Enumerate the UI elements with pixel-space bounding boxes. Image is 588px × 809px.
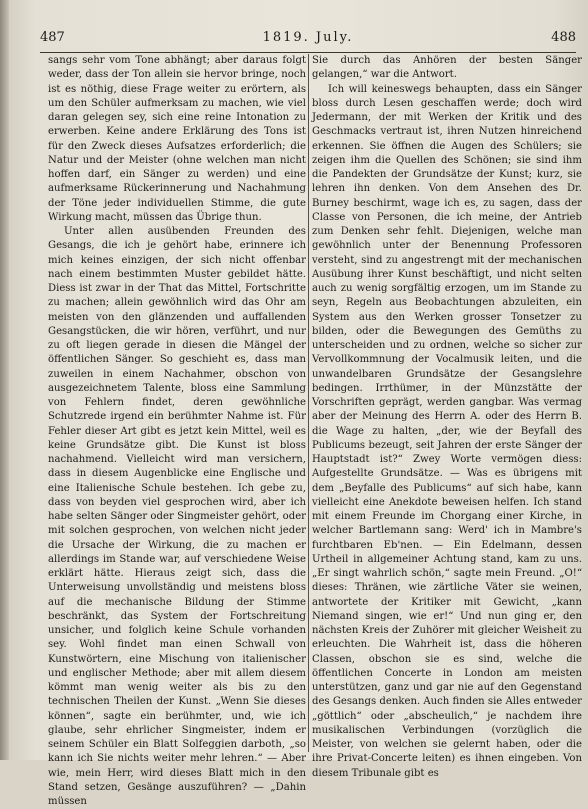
column-divider bbox=[308, 54, 309, 752]
page-number-right: 488 bbox=[551, 30, 576, 45]
text-column-right bbox=[312, 54, 582, 779]
paragraph: Unter allen ausübenden Freunden des Gesangs, die ich je gehört habe, erinnere ich mich keines einzigen, der sich nicht offenbar nach einem bestimmten Muster gebildet hätte. Diess ist zwar in der That das Mittel, Fortschritte zu machen; allein gewöhnlich wird das Ohr am meisten von den glänzenden und auffallenden Gesangstücken, die wir hören, verführt, und nur zu oft liegen gerade in diesen die Mängel der öffentlichen Sänger. So geschieht es, dass man zuweilen in einem Nachahmer, obschon von ausgezeichnetem Talente, bloss eine Sammlung von Fehlern findet, deren gewöhnliche Schutzrede irgend ein berühmter Nahme ist. Für Fehler dieser Art gibt es jetzt kein Mittel, weil es keine Grundsätze gibt. Die Kunst ist bloss nachahmend. Vielleicht wird man versichern, dass in diesem Augenblicke eine Englische und eine Italienische Schule bestehen. Ich gebe zu, dass von beyden viel gesprochen wird, aber ich habe selten Sänger oder Singmeister gehört, oder mit solchen gesprochen, von welchen nicht jeder die Ursache der Wirkung, die zu machen er allerdings im Stande war, auf verschiedene Weise erklärt hätte. Hieraus zeigt sich, dass die Unterweisung unvollständig und meistens bloss auf die mechanische Bildung der Stimme beschränkt, das System der Fortschreitung unsicher, und folglich keine Schule vorhanden sey. Wohl findet man einen Schwall von Kunstwörtern, eine Mischung von italienischer und englischer Methode; aber mit allem diesem kömmt man wenig weiter als bis zu den technischen Theilen der Kunst. „Wenn Sie dieses können“, sagte ein berühmter, und, wie ich glaube, sehr ehrlicher Singmeister, indem er seinem Schüler ein Blatt Solfeggien darboth, „so kann ich Sie nichts weiter mehr lehren.“ — Aber wie, mein Herr, wird dieses Blatt mich in den Stand setzen, Gesänge auszuführen? — „Dahin müssen bbox=[48, 226, 306, 807]
book-spine-shadow bbox=[0, 0, 9, 760]
text-column-left bbox=[48, 54, 306, 807]
page-number-left: 487 bbox=[40, 30, 65, 45]
running-title: 1819. July. bbox=[262, 30, 354, 45]
paragraph: Sie durch das Anhören der besten Sänger gelangen,“ war die Antwort. bbox=[312, 55, 582, 81]
paragraph: sangs sehr vom Tone abhängt; aber daraus folgt weder, dass der Ton allein sie hervor bringe, noch ist es nöthig, diese Frage weiter zu erörtern, als um den Schüler aufmerksam zu machen, wie viel daran gelegen sey, sich eine reine Intonation zu erwerben. Keine andere Erklärung des Tons ist für den Zweck dieses Aufsatzes erforderlich; die Natur und der Meister (ohne welchen man nicht hoffen darf, ein Sänger zu werden) und eine aufmerksame Rückerinnerung und Nachahmung der Töne jeder individuellen Stimme, die gute Wirkung macht, müssen das Übrige thun. bbox=[48, 55, 306, 223]
paragraph: Ich will keineswegs behaupten, dass ein Sänger bloss durch Lesen geschaffen werde; doch wird Jedermann, der mit Werken der Kritik und des Geschmacks vertraut ist, ihren Nutzen hinreichend erkennen. Sie öffnen die Augen des Schülers; sie zeigen ihm die Quellen des Schönen; sie sind ihm die Pandekten der Grundsätze der Kunst; kurz, sie lehren ihn denken. Von dem Ansehen des Dr. Burney beschirmt, wage ich es, zu sagen, dass der Classe von Personen, die ich meine, der Antrieb zum Denken sehr fehlt. Diejenigen, welche man gewöhnlich unter der Benennung Professoren versteht, sind zu angestrengt mit der mechanischen Ausübung ihrer Kunst beschäftigt, und nicht selten auch zu wenig sorgfältig erzogen, um im Stande zu seyn, Regeln aus Beobachtungen abzuleiten, ein System aus den Werken grosser Tonsetzer zu bilden, oder die Bewegungen des Gemüths zu unterscheiden und zu ordnen, welche so sicher zur Vervollkommnung der Vocalmusik leiten, und die unwandelbaren Grundsätze der Gesangslehre bedingen. Irrthümer, in der Münzstätte der Vorschriften geprägt, werden gangbar. Was vermag aber der Meinung des Herrn A. oder des Herrn B. die Wage zu halten, „der, wie der Beyfall des Publicums bezeugt, seit Jahren der erste Sänger der Hauptstadt ist?“ Zwey Worte vermögen diess: Aufgestellte Grundsätze. — Was es übrigens mit dem „Beyfalle des Publicums“ auf sich habe, kann vielleicht eine Anekdote beweisen helfen. Ich stand mit einem Freunde im Chorgang einer Kirche, in welcher Bartlemann sang: Werd' ich in Mambre's furchtbaren Eb'nen. — Ein Edelmann, dessen Urtheil in allgemeiner Achtung stand, kam zu uns. „Er singt wahrlich schön,“ sagte mein Freund. „O!“ dieses: Thränen, wie zärtliche Väter sie weinen, antwortete der Kritiker mit Gewicht, „kann Niemand singen, wie er!“ Und nun ging er, den nächsten Kreis der Zuhörer mit gleicher Weisheit zu erleuchten. Die Wahrheit ist, dass die höheren Classen, obschon sie es sind, welche die öffentlichen Concerte in London am meisten unterstützen, ganz und gar nie auf den Gegenstand des Gesangs denken. Auch finden sie Alles entweder „göttlich“ oder „abscheulich,“ je nachdem ihre musikalischen Verbindungen (vorzüglich die Meister, von welchen sie gelernt haben, oder die ihre Privat-Concerte leiten) es ihnen eingeben. Von diesem Tribunale gibt es bbox=[312, 83, 582, 779]
header-rule bbox=[40, 52, 576, 53]
running-header bbox=[40, 30, 576, 50]
